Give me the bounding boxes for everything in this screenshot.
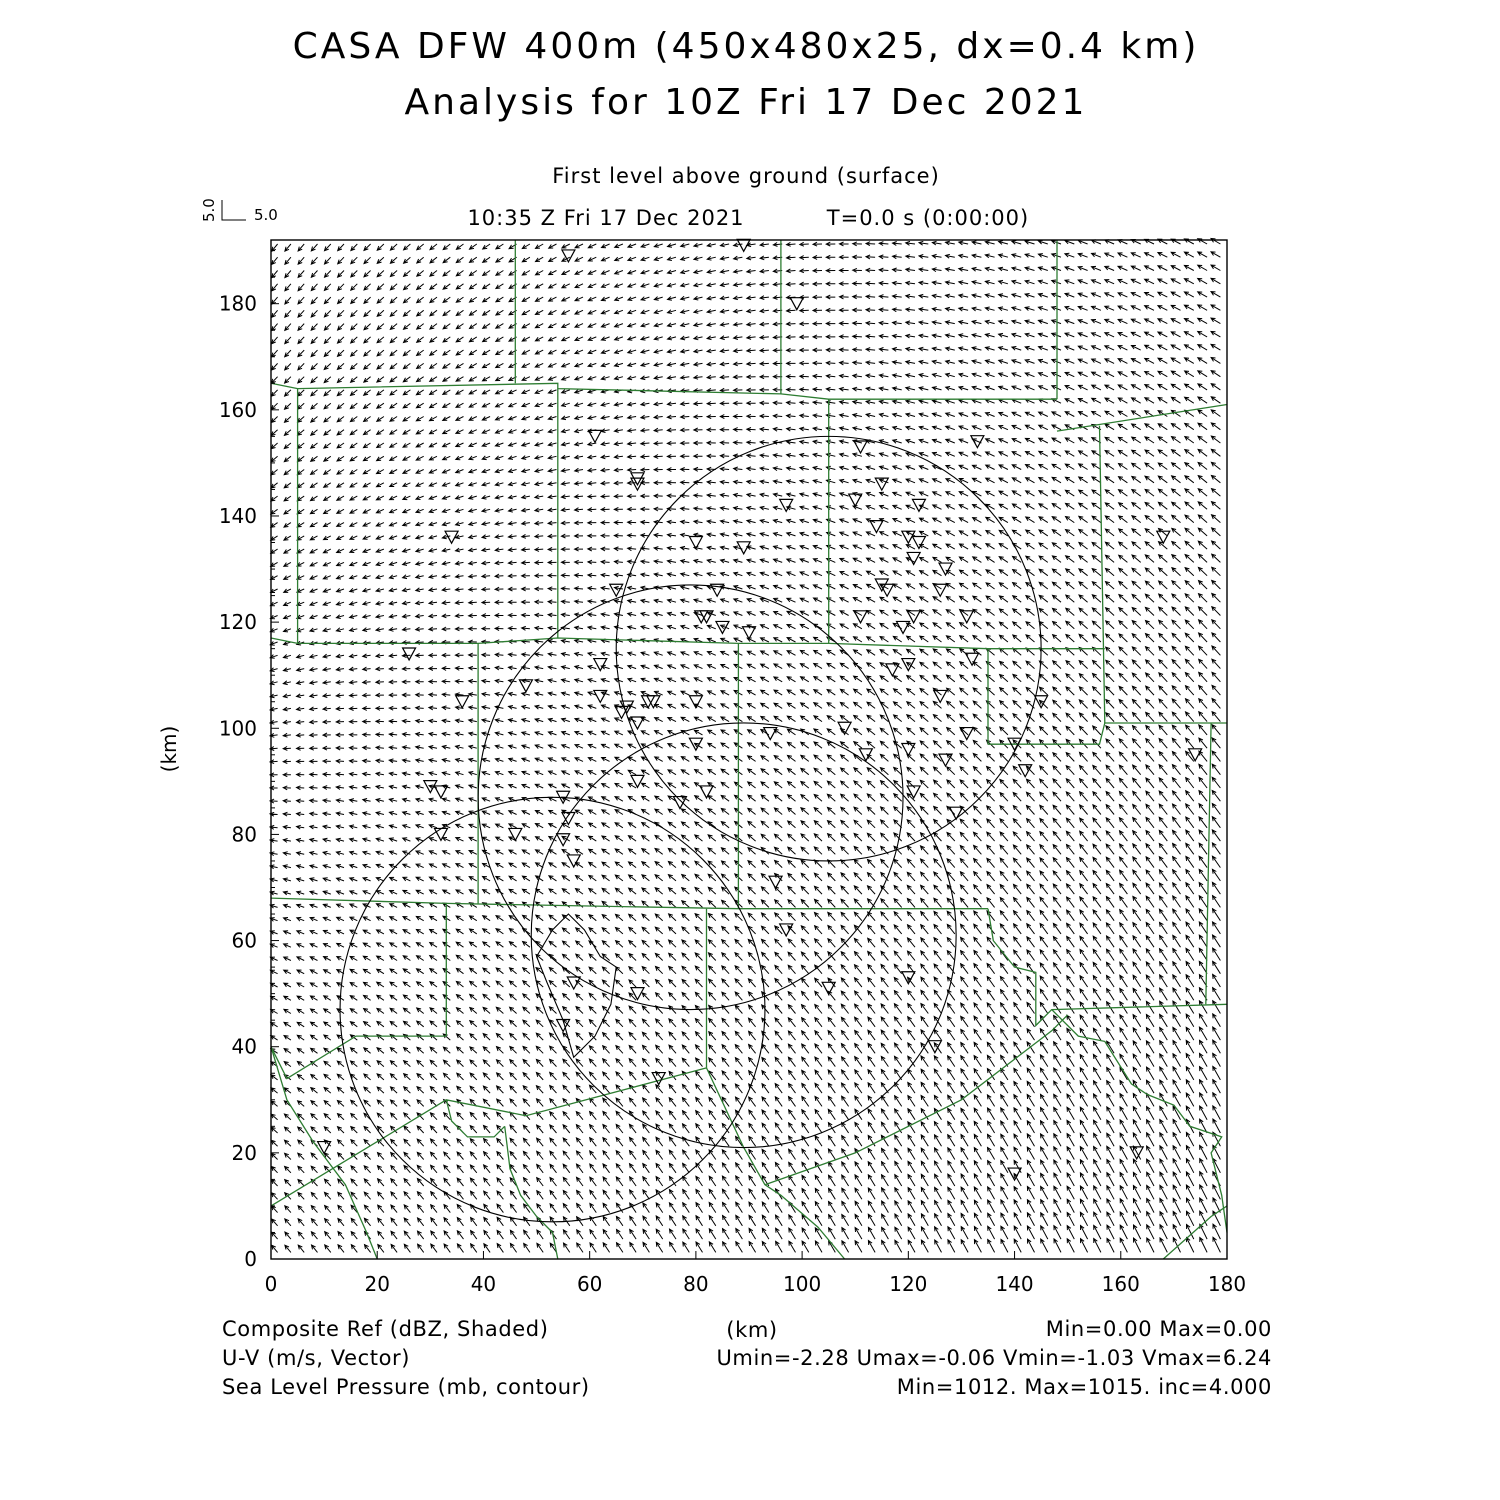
station-marker — [456, 696, 469, 708]
station-marker — [870, 521, 883, 533]
station-marker — [780, 924, 793, 936]
county-boundary — [765, 1015, 1068, 1185]
footer-field2-stats: Umin=-2.28 Umax=-0.06 Vmin=-1.03 Vmax=6.24 — [716, 1346, 1272, 1370]
footer-field1-stats: Min=0.00 Max=0.00 — [1045, 1317, 1272, 1341]
county-boundary — [271, 383, 1057, 399]
station-marker — [939, 754, 952, 766]
station-marker — [790, 298, 803, 310]
station-marker — [610, 584, 623, 596]
x-tick-label: 160 — [1101, 1272, 1140, 1296]
valid-time-label: 10:35 Z Fri 17 Dec 2021 — [467, 206, 745, 230]
county-boundary — [988, 909, 1227, 1026]
title-line-2: Analysis for 10Z Fri 17 Dec 2021 — [404, 82, 1088, 123]
station-marker — [769, 876, 782, 888]
station-markers — [318, 239, 1202, 1180]
y-axis-label: (km) — [157, 725, 181, 773]
level-label: First level above ground (surface) — [552, 164, 940, 188]
station-marker — [567, 855, 580, 867]
station-marker — [960, 611, 973, 623]
y-tick-label: 160 — [218, 397, 257, 422]
reference-vector-v-label: 5.0 — [200, 198, 218, 222]
forecast-time-label: T=0.0 s (0:00:00) — [826, 206, 1030, 230]
y-tick-label: 140 — [218, 503, 257, 528]
station-marker — [907, 786, 920, 798]
station-marker — [743, 627, 756, 639]
station-marker — [519, 680, 532, 692]
y-tick-label: 100 — [218, 716, 257, 741]
y-tick-label: 0 — [244, 1247, 257, 1271]
y-tick-label: 120 — [218, 610, 257, 635]
station-marker — [403, 648, 416, 660]
station-marker — [934, 584, 947, 596]
county-boundary — [271, 638, 1105, 649]
y-tick-label: 20 — [231, 1140, 257, 1165]
county-boundary — [1100, 426, 1105, 723]
county-boundaries — [271, 240, 1227, 1259]
county-boundary — [271, 1036, 446, 1079]
reference-vector-legend — [200, 198, 278, 224]
axes — [219, 251, 1246, 1296]
x-tick-label: 120 — [889, 1272, 928, 1296]
county-boundary — [1206, 723, 1211, 1004]
y-tick-label: 180 — [218, 291, 257, 316]
station-marker — [631, 988, 644, 1000]
radar-ring — [531, 723, 956, 1148]
x-tick-label: 20 — [364, 1272, 390, 1296]
radar-range-rings — [340, 436, 1041, 1221]
x-tick-label: 180 — [1207, 1272, 1247, 1296]
x-tick-label: 100 — [783, 1272, 822, 1296]
wind-vectors — [270, 239, 1220, 1253]
wind-vector-field — [270, 239, 1220, 1253]
x-tick-label: 40 — [470, 1272, 497, 1296]
reference-vector-u-label: 5.0 — [254, 206, 278, 224]
x-tick-label: 60 — [576, 1272, 603, 1296]
station-marker — [934, 690, 947, 702]
pressure-contour — [537, 914, 617, 1057]
y-tick-label: 40 — [231, 1034, 257, 1059]
pressure-isobar — [537, 914, 617, 1057]
station-marker — [318, 1142, 331, 1154]
footer-field1-label: Composite Ref (dBZ, Shaded) — [222, 1317, 549, 1341]
station-marker — [907, 552, 920, 564]
footer-field3-stats: Min=1012. Max=1015. inc=4.000 — [896, 1375, 1272, 1399]
station-marker — [1019, 765, 1032, 777]
x-tick-label: 0 — [264, 1272, 278, 1296]
county-boundary — [1057, 405, 1227, 432]
y-tick-label: 60 — [231, 928, 257, 953]
title-line-1: CASA DFW 400m (450x480x25, dx=0.4 km) — [292, 26, 1200, 67]
footer-field3-label: Sea Level Pressure (mb, contour) — [222, 1375, 590, 1399]
reference-vector-icon — [222, 200, 246, 220]
footer-field2-label: U-V (m/s, Vector) — [222, 1346, 411, 1370]
x-tick-label: 80 — [683, 1272, 709, 1296]
x-axis-label: (km) — [726, 1318, 778, 1342]
station-marker — [620, 701, 633, 713]
station-marker — [509, 828, 522, 840]
x-tick-label: 140 — [995, 1272, 1034, 1296]
y-tick-label: 80 — [231, 822, 257, 847]
